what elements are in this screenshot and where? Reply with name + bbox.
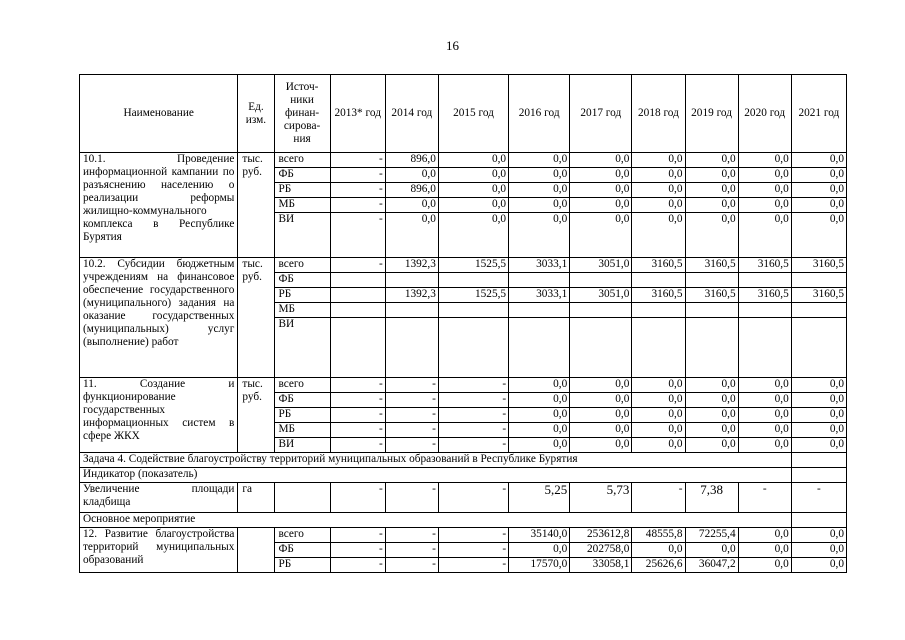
value-cell: 0,0 <box>685 198 738 213</box>
source-cell: ФБ <box>274 543 330 558</box>
main-measure-heading: Основное мероприятие <box>80 513 792 528</box>
value-cell: 1392,3 <box>385 288 438 303</box>
value-cell: 0,0 <box>738 198 791 213</box>
value-cell: 7,38 <box>685 483 738 513</box>
value-cell: - <box>438 438 508 453</box>
header-year: 2014 год <box>385 75 438 153</box>
unit-cell: тыс. руб. <box>238 378 274 453</box>
value-cell: 0,0 <box>385 198 438 213</box>
value-cell <box>685 303 738 318</box>
value-cell <box>509 303 570 318</box>
value-cell: 0,0 <box>632 153 685 168</box>
header-year: 2019 год <box>685 75 738 153</box>
header-row <box>80 75 847 153</box>
value-cell: - <box>330 213 385 258</box>
value-cell: 0,0 <box>791 378 846 393</box>
value-cell: 0,0 <box>509 378 570 393</box>
value-cell: 0,0 <box>570 213 632 258</box>
value-cell <box>330 273 385 288</box>
value-cell: 0,0 <box>632 168 685 183</box>
value-cell <box>791 273 846 288</box>
value-cell: 3160,5 <box>685 288 738 303</box>
value-cell: - <box>438 393 508 408</box>
value-cell: 0,0 <box>570 198 632 213</box>
measure-name: 12. Развитие благоустройства территорий муниципальных образований <box>80 528 238 573</box>
value-cell: - <box>438 558 508 573</box>
value-cell: 0,0 <box>738 393 791 408</box>
source-cell: ФБ <box>274 168 330 183</box>
value-cell: 3160,5 <box>791 288 846 303</box>
table-row <box>80 153 847 168</box>
source-cell: всего <box>274 258 330 273</box>
value-cell <box>632 303 685 318</box>
unit-cell: га <box>238 483 274 513</box>
value-cell: 0,0 <box>632 198 685 213</box>
value-cell: 0,0 <box>570 168 632 183</box>
value-cell: 3051,0 <box>570 288 632 303</box>
value-cell: 0,0 <box>570 438 632 453</box>
value-cell: - <box>330 198 385 213</box>
value-cell: 0,0 <box>791 408 846 423</box>
value-cell: 0,0 <box>738 153 791 168</box>
value-cell: 1525,5 <box>438 288 508 303</box>
value-cell <box>330 288 385 303</box>
value-cell <box>330 303 385 318</box>
header-unit: Ед. изм. <box>238 75 274 153</box>
value-cell <box>570 318 632 378</box>
value-cell: - <box>791 483 846 513</box>
value-cell: - <box>330 183 385 198</box>
value-cell: 0,0 <box>632 423 685 438</box>
value-cell: 0,0 <box>685 153 738 168</box>
measure-name: 10.2. Субсидии бюджетным учреждениям на финансовое обеспечение государственного (муниципального) задания на оказание государственных (муниципальных) услуг (выполнение) работ <box>80 258 238 378</box>
value-cell: 0,0 <box>438 198 508 213</box>
value-cell: 0,0 <box>509 393 570 408</box>
value-cell: 48555,8 <box>632 528 685 543</box>
value-cell: 0,0 <box>791 183 846 198</box>
value-cell: 0,0 <box>685 378 738 393</box>
header-year: 2016 год <box>509 75 570 153</box>
value-cell: 3033,1 <box>509 258 570 273</box>
value-cell <box>385 303 438 318</box>
source-cell: РБ <box>274 288 330 303</box>
indicator-heading-row <box>80 468 847 483</box>
value-cell: - <box>330 483 385 513</box>
indicator-heading: Индикатор (показатель) <box>80 468 792 483</box>
value-cell: 0,0 <box>791 393 846 408</box>
source-cell: ВИ <box>274 438 330 453</box>
value-cell: - <box>385 438 438 453</box>
value-cell: 0,0 <box>738 543 791 558</box>
measure-name: 11. Создание и функционирование государственных информационных систем в сфере ЖКХ <box>80 378 238 453</box>
value-cell: 0,0 <box>738 168 791 183</box>
value-cell <box>509 273 570 288</box>
value-cell: 3160,5 <box>738 288 791 303</box>
page-number: 16 <box>446 38 459 53</box>
header-year: 2013* год <box>330 75 385 153</box>
value-cell: 0,0 <box>438 153 508 168</box>
source-cell: ФБ <box>274 393 330 408</box>
value-cell: 3051,0 <box>570 258 632 273</box>
value-cell: 0,0 <box>632 393 685 408</box>
header-year: 2020 год <box>738 75 791 153</box>
value-cell <box>509 318 570 378</box>
value-cell: - <box>385 408 438 423</box>
value-cell: 35140,0 <box>509 528 570 543</box>
value-cell: - <box>330 258 385 273</box>
empty-cell <box>791 453 846 468</box>
value-cell: - <box>330 528 385 543</box>
value-cell <box>438 273 508 288</box>
value-cell: 0,0 <box>438 183 508 198</box>
value-cell: 0,0 <box>632 438 685 453</box>
value-cell: 3033,1 <box>509 288 570 303</box>
header-year: 2017 год <box>570 75 632 153</box>
value-cell: 0,0 <box>632 183 685 198</box>
main-measure-heading-row <box>80 513 847 528</box>
empty-cell <box>791 468 846 483</box>
table-row <box>80 528 847 543</box>
value-cell: 5,25 <box>509 483 570 513</box>
value-cell: 1525,5 <box>438 258 508 273</box>
value-cell: - <box>385 483 438 513</box>
unit-cell: тыс. руб. <box>238 153 274 258</box>
value-cell: 0,0 <box>791 423 846 438</box>
task-heading: Задача 4. Содействие благоустройству территорий муниципальных образований в Республике Бурятия <box>80 453 792 468</box>
value-cell: 896,0 <box>385 153 438 168</box>
value-cell: 0,0 <box>632 213 685 258</box>
value-cell: 0,0 <box>385 213 438 258</box>
source-cell <box>274 483 330 513</box>
value-cell: 0,0 <box>685 213 738 258</box>
value-cell: 0,0 <box>791 168 846 183</box>
value-cell: 0,0 <box>570 378 632 393</box>
source-cell: всего <box>274 528 330 543</box>
value-cell: - <box>330 438 385 453</box>
value-cell <box>570 273 632 288</box>
indicator-row <box>80 483 847 513</box>
value-cell: 0,0 <box>791 528 846 543</box>
value-cell: - <box>385 393 438 408</box>
value-cell: 0,0 <box>685 438 738 453</box>
value-cell <box>632 273 685 288</box>
value-cell: - <box>385 423 438 438</box>
value-cell: - <box>330 423 385 438</box>
value-cell: 0,0 <box>509 543 570 558</box>
value-cell: 3160,5 <box>791 258 846 273</box>
value-cell: - <box>385 528 438 543</box>
value-cell: - <box>438 528 508 543</box>
value-cell <box>438 303 508 318</box>
value-cell: 33058,1 <box>570 558 632 573</box>
header-name: Наименование <box>80 75 238 153</box>
value-cell: 0,0 <box>685 168 738 183</box>
task-row <box>80 453 847 468</box>
budget-table <box>79 74 847 573</box>
table-row <box>80 258 847 273</box>
value-cell: 3160,5 <box>632 288 685 303</box>
header-source: Источ-ники финан-сирова-ния <box>274 75 330 153</box>
value-cell: 0,0 <box>632 378 685 393</box>
value-cell: 0,0 <box>509 168 570 183</box>
value-cell: 0,0 <box>738 558 791 573</box>
value-cell: 0,0 <box>509 153 570 168</box>
header-year: 2015 год <box>438 75 508 153</box>
value-cell: - <box>330 543 385 558</box>
value-cell: 0,0 <box>738 213 791 258</box>
value-cell: 0,0 <box>632 408 685 423</box>
source-cell: РБ <box>274 408 330 423</box>
value-cell: 0,0 <box>791 543 846 558</box>
value-cell: 0,0 <box>685 423 738 438</box>
value-cell: - <box>385 558 438 573</box>
value-cell: - <box>738 483 791 513</box>
value-cell <box>685 318 738 378</box>
value-cell <box>385 318 438 378</box>
value-cell: 0,0 <box>570 183 632 198</box>
value-cell: 0,0 <box>438 213 508 258</box>
value-cell: 0,0 <box>685 183 738 198</box>
value-cell: 0,0 <box>738 408 791 423</box>
header-year: 2021 год <box>791 75 846 153</box>
value-cell: 0,0 <box>632 543 685 558</box>
value-cell: 0,0 <box>791 198 846 213</box>
value-cell <box>738 273 791 288</box>
value-cell: - <box>438 423 508 438</box>
value-cell: 5,73 <box>570 483 632 513</box>
value-cell <box>738 303 791 318</box>
value-cell <box>438 318 508 378</box>
value-cell: 36047,2 <box>685 558 738 573</box>
value-cell: - <box>330 168 385 183</box>
source-cell: РБ <box>274 558 330 573</box>
source-cell: ВИ <box>274 318 330 378</box>
value-cell <box>385 273 438 288</box>
value-cell: 0,0 <box>685 393 738 408</box>
value-cell: 3160,5 <box>738 258 791 273</box>
value-cell: 0,0 <box>509 423 570 438</box>
value-cell: 0,0 <box>509 438 570 453</box>
value-cell <box>685 273 738 288</box>
value-cell: 0,0 <box>738 528 791 543</box>
source-cell: МБ <box>274 198 330 213</box>
value-cell: 0,0 <box>570 393 632 408</box>
value-cell: 0,0 <box>438 168 508 183</box>
value-cell: 0,0 <box>685 408 738 423</box>
table-row <box>80 378 847 393</box>
source-cell: всего <box>274 153 330 168</box>
value-cell: - <box>330 408 385 423</box>
value-cell: 72255,4 <box>685 528 738 543</box>
value-cell: 896,0 <box>385 183 438 198</box>
value-cell: 0,0 <box>570 153 632 168</box>
value-cell: - <box>330 393 385 408</box>
unit-cell: тыс. руб. <box>238 258 274 378</box>
value-cell: 0,0 <box>791 153 846 168</box>
value-cell: 202758,0 <box>570 543 632 558</box>
measure-name: 10.1. Проведение информационной кампании по разъяснению населению о реализации реформы жилищно-коммунального комплекса в Республике Бурятия <box>80 153 238 258</box>
value-cell <box>791 303 846 318</box>
header-year: 2018 год <box>632 75 685 153</box>
value-cell: 0,0 <box>509 408 570 423</box>
value-cell: 0,0 <box>570 408 632 423</box>
value-cell: - <box>438 483 508 513</box>
value-cell: - <box>330 153 385 168</box>
value-cell: 253612,8 <box>570 528 632 543</box>
value-cell: - <box>330 558 385 573</box>
value-cell: 0,0 <box>570 423 632 438</box>
value-cell: 17570,0 <box>509 558 570 573</box>
value-cell <box>330 318 385 378</box>
value-cell: - <box>385 543 438 558</box>
source-cell: всего <box>274 378 330 393</box>
value-cell: 0,0 <box>738 183 791 198</box>
value-cell <box>632 318 685 378</box>
value-cell: 3160,5 <box>632 258 685 273</box>
value-cell: - <box>330 378 385 393</box>
unit-cell <box>238 528 274 573</box>
value-cell: - <box>385 378 438 393</box>
value-cell <box>738 318 791 378</box>
value-cell: 0,0 <box>791 213 846 258</box>
value-cell: 1392,3 <box>385 258 438 273</box>
empty-cell <box>791 513 846 528</box>
value-cell: 0,0 <box>791 438 846 453</box>
value-cell: 0,0 <box>738 423 791 438</box>
value-cell: 0,0 <box>738 378 791 393</box>
value-cell: 0,0 <box>385 168 438 183</box>
value-cell: 0,0 <box>509 183 570 198</box>
value-cell: 25626,6 <box>632 558 685 573</box>
source-cell: ВИ <box>274 213 330 258</box>
value-cell <box>570 303 632 318</box>
value-cell: - <box>438 408 508 423</box>
value-cell: - <box>632 483 685 513</box>
indicator-name: Увеличение площади кладбища <box>80 483 238 513</box>
source-cell: МБ <box>274 303 330 318</box>
value-cell: 0,0 <box>791 558 846 573</box>
value-cell: 0,0 <box>738 438 791 453</box>
value-cell: 0,0 <box>509 213 570 258</box>
value-cell: 3160,5 <box>685 258 738 273</box>
value-cell: 0,0 <box>509 198 570 213</box>
value-cell: 0,0 <box>685 543 738 558</box>
value-cell: - <box>438 543 508 558</box>
value-cell <box>791 318 846 378</box>
value-cell: - <box>438 378 508 393</box>
source-cell: РБ <box>274 183 330 198</box>
source-cell: МБ <box>274 423 330 438</box>
source-cell: ФБ <box>274 273 330 288</box>
